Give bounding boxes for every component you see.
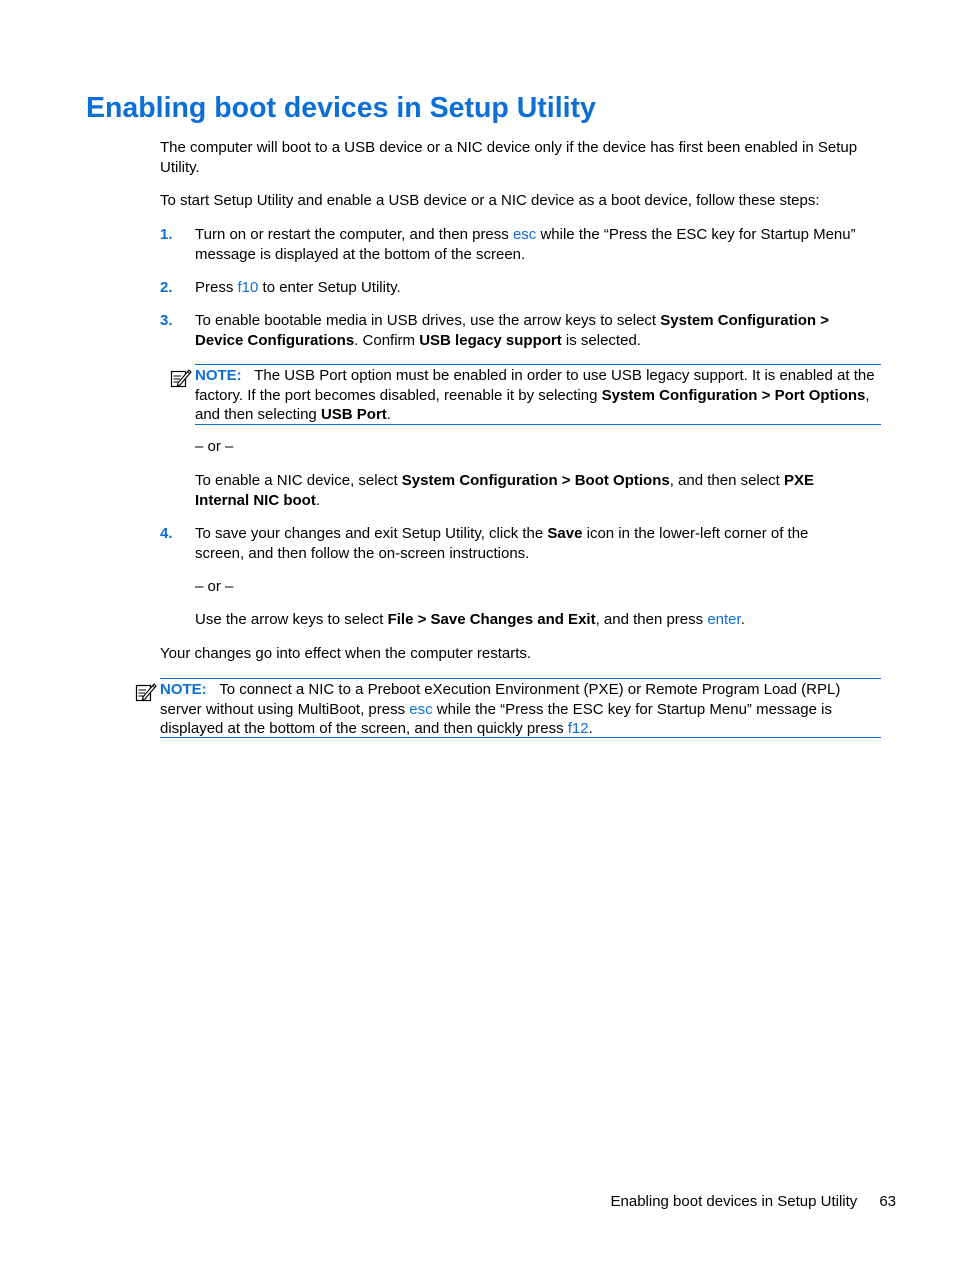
step-1-text: Turn on or restart the computer, and then press esc while the “Press the ESC key for Startup Menu” message is displayed at the bottom of the screen. — [195, 226, 856, 263]
step-3-text: To enable bootable media in USB drives, use the arrow keys to select System Configuration > Device Configurations. Confirm USB legacy support is selected. — [195, 312, 830, 349]
nic-paragraph: To enable a NIC device, select System Configuration > Boot Options, and then select PXE Internal NIC boot. — [195, 472, 814, 509]
step-2-text: Press f10 to enter Setup Utility. — [195, 279, 401, 296]
or-separator: – or – — [195, 578, 234, 595]
page-footer — [611, 1192, 897, 1212]
note-label: NOTE: — [160, 681, 207, 698]
note-box — [160, 678, 881, 738]
note-pencil-icon — [170, 366, 192, 388]
key-f10: f10 — [237, 279, 259, 296]
note-box — [195, 364, 881, 425]
page-title: Enabling boot devices in Setup Utility — [86, 92, 596, 124]
page-number: 63 — [879, 1193, 896, 1210]
key-enter: enter — [707, 611, 741, 628]
intro-paragraph-2: To start Setup Utility and enable a USB device or a NIC device as a boot device, follow these steps: — [160, 192, 820, 209]
save-alt-paragraph: Use the arrow keys to select File > Save Changes and Exit, and then press enter. — [195, 611, 745, 628]
key-esc: esc — [409, 700, 433, 718]
note-pencil-icon — [135, 680, 157, 702]
effect-paragraph: Your changes go into effect when the computer restarts. — [160, 645, 532, 662]
intro-paragraph-1: The computer will boot to a USB device or a NIC device only if the device has first been enabled in Setup Utility. — [160, 139, 858, 176]
key-esc: esc — [512, 226, 537, 243]
step-number: 3. — [160, 312, 173, 329]
step-number: 1. — [160, 226, 173, 243]
key-f12: f12 — [567, 720, 589, 737]
note-label: NOTE: — [195, 367, 242, 384]
step-4-text: To save your changes and exit Setup Utility, click the Save icon in the lower-left corner of the screen, and then follow the on-screen instructions. — [195, 525, 809, 562]
note-text: NOTE: To connect a NIC to a Preboot eXecution Environment (PXE) or Remote Program Load (RPL) server without using MultiBoot, press esc while the “Press the ESC key for Startup Menu” message is displayed at the bottom of the screen, and then quickly press f12. — [160, 681, 841, 737]
step-number: 4. — [160, 525, 173, 542]
step-number: 2. — [160, 279, 173, 296]
note-text: NOTE: The USB Port option must be enabled in order to use USB legacy support. It is enabled at the factory. If the port becomes disabled, reenable it by selecting System Configuration > Port Options, and then selecting USB Port. — [195, 367, 875, 423]
footer-title: Enabling boot devices in Setup Utility — [610, 1193, 858, 1210]
or-separator: – or – — [195, 438, 234, 455]
